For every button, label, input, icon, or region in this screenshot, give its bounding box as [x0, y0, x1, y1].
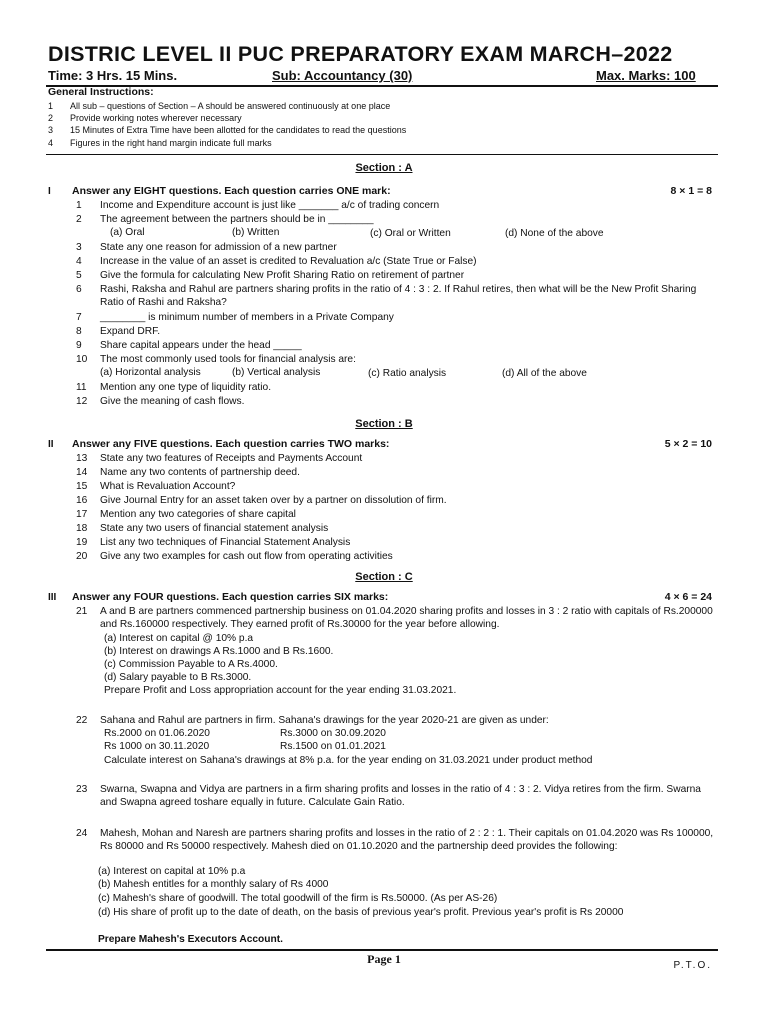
question-2-option-b: (b) Written — [232, 227, 280, 238]
section-a-title: Section : A — [355, 162, 413, 174]
exam-max-marks: Max. Marks: 100 — [596, 68, 696, 83]
drawing-entry: Rs.2000 on 01.06.2020 — [104, 728, 210, 739]
section-b-number: II — [48, 439, 54, 450]
question-24: 24 Mahesh, Mohan and Naresh are partners sharing profits and losses in the ratio of 2 : 2 : 1. Their capitals on 01.04.2020 was Rs 100000, Rs 80000 and Rs 50000 respectively. Mahesh died on 01.10.2020 and the partnership deed provides the following: — [76, 828, 714, 852]
drawing-entry: Rs.1500 on 01.01.2021 — [280, 741, 386, 752]
drawing-entry: Rs 1000 on 30.11.2020 — [104, 741, 210, 752]
instruction-item: 3 15 Minutes of Extra Time have been allotted for the candidates to read the questions — [48, 125, 407, 136]
question-24-item-d: (d) His share of profit up to the date of death, on the basis of previous year's profit. Previous year's profit is Rs 20000 — [98, 907, 624, 918]
question-6: 6 Rashi, Raksha and Rahul are partners sharing profits in the ratio of 4 : 3 : 2. If Rahul retires, then what will be the New Profit Sharing Ratio of Rashi and Raksha? — [76, 284, 697, 308]
question-23: 23 Swarna, Swapna and Vidya are partners in a firm sharing profits and losses in the ratio of 4 : 3 : 2. Vidya retires from the firm. Swarna and Swapna agreed toshare equally in future. Calculate Gain Ratio. — [76, 784, 701, 808]
question-24-item-b: (b) Mahesh entitles for a monthly salary of Rs 4000 — [98, 879, 329, 890]
section-b-title: Section : B — [355, 418, 413, 430]
question-21-item-b: (b) Interest on drawings A Rs.1000 and B Rs.1600. — [104, 646, 334, 657]
instruction-item: 1 All sub – questions of Section – A should be answered continuously at one place — [48, 101, 391, 111]
question-21-item-a: (a) Interest on capital @ 10% p.a — [104, 633, 254, 644]
question-10-option-c: (c) Ratio analysis — [368, 368, 447, 379]
question-10-option-b: (b) Vertical analysis — [232, 367, 321, 378]
question-2-option-d: (d) None of the above — [505, 228, 604, 239]
question-24-item-c: (c) Mahesh's share of goodwill. The total goodwill of the firm is Rs.50000. (As per AS-26) — [98, 893, 498, 904]
question-10-option-a: (a) Horizontal analysis — [100, 367, 201, 378]
instruction-item: 4 Figures in the right hand margin indicate full marks — [48, 137, 272, 148]
section-b-instruction: Answer any FIVE questions. Each question carries TWO marks: — [72, 438, 390, 450]
general-instructions-list — [48, 100, 406, 149]
question-21: 21 A and B are partners commenced partnership business on 01.04.2020 sharing profits and losses in 3 : 2 ratio with capitals of Rs.200000 and Rs.160000 respectively. They earned profit of Rs.30000 for the year before allowing. — [76, 606, 713, 630]
page-number: Page 1 — [367, 952, 401, 966]
section-b-marks: 5 × 2 = 10 — [664, 438, 712, 450]
footer-divider — [46, 949, 718, 951]
pto-label: P.T.O. — [673, 960, 712, 971]
question-10-option-d: (d) All of the above — [502, 368, 587, 379]
exam-title: DISTRIC LEVEL II PUC PREPARATORY EXAM MARCH–2022 — [48, 42, 673, 66]
question-24-task: Prepare Mahesh's Executors Account. — [98, 934, 283, 945]
section-a-marks: 8 × 1 = 8 — [670, 185, 712, 197]
section-c-instruction: Answer any FOUR questions. Each question carries SIX marks: — [72, 591, 389, 603]
question-21-item-c: (c) Commission Payable to A Rs.4000. — [104, 659, 278, 670]
drawing-entry: Rs.3000 on 30.09.2020 — [280, 728, 386, 739]
exam-page: DISTRIC LEVEL II PUC PREPARATORY EXAM MARCH–2022 Time: 3 Hrs. 15 Mins. Sub: Accountancy (30) Max. Marks: 100 General Instructions: 1 All sub – questions of Section – A should be answered continuously at one place 2 Provide working notes wherever necessary 3 15 Minutes of Extra Time have been allotted for the candidates to read the questions 4 Figures in the right hand margin indicate full marks Section : A I Answer any EIGHT questions. Each question carries ONE mark: 8 × 1 = 8 1 Income and Expenditure account is just like _______ a/c of trading concern 2 The agreement between the partners should be in ________ (a) Oral (b) Written (c) Oral or Written (d) None of the above 3 State any one reason for admission of a new partner 4 Increase in the value of an asset is credited to Revaluation a/c (State True or False) 5 Give the formula for calculating New Profit Sharing Ratio on retirement of partner 6 Rashi, Raksha and Rahul are partners sharing profits in the ratio of 4 : 3 : 2. If Rahul retires, then what will be the New Profit Sharing Ratio of Rashi and Raksha? 7 ________ is minimum number of members in a Private Company 8 Expand DRF. 9 Share capital appears under the head _____ 10 The most commonly used tools for financial analysis are: (a) Horizontal analysis (b) Vertical analysis (c) Ratio analysis (d) All of the above 11 Mention any one type of liquidity ratio. 12 Give the meaning of cash flows. Section : B II Answer any FIVE questions. Each question carries TWO marks: 5 × 2 = 10 13 State any two features of Receipts and Payments Account 14 Name any two contents of partnership deed. 15 What is Revaluation Account? 16 Give Journal Entry for an asset taken over by a partner on dissolution of firm. 17 Mention any two categories of share capital 18 State any two users of financial statement analysis 19 List any two techniques of Financial Statement Analysis 20 Give any two examples for cash out flow from operating activities Section : C III Answer any FOUR questions. Each question carries SIX marks: 4 × 6 = 24 21 A and B are partners commenced partnership business on 01.04.2020 sharing profits and losses in 3 : 2 ratio with capitals of Rs.200000 and Rs.160000 respectively. They earned profit of Rs.30000 for the year before allowing. (a) Interest on capital @ 10% p.a (b) Interest on drawings A Rs.1000 and B Rs.1600. (c) Commission Payable to A Rs.4000. (d) Salary payable to B Rs.3000. Prepare Profit and Loss appropriation account for the year ending 31.03.2021. 22 Sahana and Rahul are partners in firm. Sahana's drawings for the year 2020-21 are given as under: Rs.2000 on 01.06.2020 Rs.3000 on 30.09.2020 Rs 1000 on 30.11.2020 Rs.1500 on 01.01.2021 Calculate interest on Sahana's drawings at 8% p.a. for the year ending on 31.03.2021 under product method 23 Swarna, Swapna and Vidya are partners in a firm sharing profits and losses in the ratio of 4 : 3 : 2. Vidya retires from the firm. Swarna and Swapna agreed toshare equally in future. Calculate Gain Ratio. 24 Mahesh, Mohan and Naresh are partners sharing profits and losses in the ratio of 2 : 2 : 1. Their capitals on 01.04.2020 was Rs 100000, Rs 80000 and Rs 50000 respectively. Mahesh died on 01.10.2020 and the partnership deed provides the following: (a) Interest on capital at 10% p.a (b) Mahesh entitles for a monthly salary of Rs 4000 (c) Mahesh's share of goodwill. The total goodwill of the firm is Rs.50000. (As per AS-26) (d) His share of profit up to the date of death, on the basis of previous year's profit. Previous year's profit is Rs 20000 Prepare Mahesh's Executors Account. Page 1 P.T.O. — [0, 0, 768, 1024]
instructions-divider — [46, 154, 718, 155]
question-21-item-d: (d) Salary payable to B Rs.3000. — [104, 672, 252, 683]
question-24-item-a: (a) Interest on capital at 10% p.a — [98, 866, 246, 877]
section-c-title: Section : C — [355, 571, 413, 583]
section-a-instruction: Answer any EIGHT questions. Each question carries ONE mark: — [72, 185, 391, 197]
exam-time: Time: 3 Hrs. 15 Mins. — [48, 68, 178, 83]
question-21-task: Prepare Profit and Loss appropriation account for the year ending 31.03.2021. — [104, 685, 457, 696]
general-instructions-title: General Instructions: — [48, 86, 154, 98]
section-c-number: III — [48, 592, 57, 603]
question-22-task: Calculate interest on Sahana's drawings at 8% p.a. for the year ending on 31.03.2021 under product method — [104, 755, 593, 766]
instruction-item: 2 Provide working notes wherever necessary — [48, 113, 242, 124]
section-a-number: I — [48, 186, 51, 197]
question-2-option-c: (c) Oral or Written — [370, 228, 451, 239]
question-2-option-a: (a) Oral — [110, 227, 145, 238]
exam-subject: Sub: Accountancy (30) — [272, 68, 413, 83]
section-c-marks: 4 × 6 = 24 — [664, 591, 712, 603]
